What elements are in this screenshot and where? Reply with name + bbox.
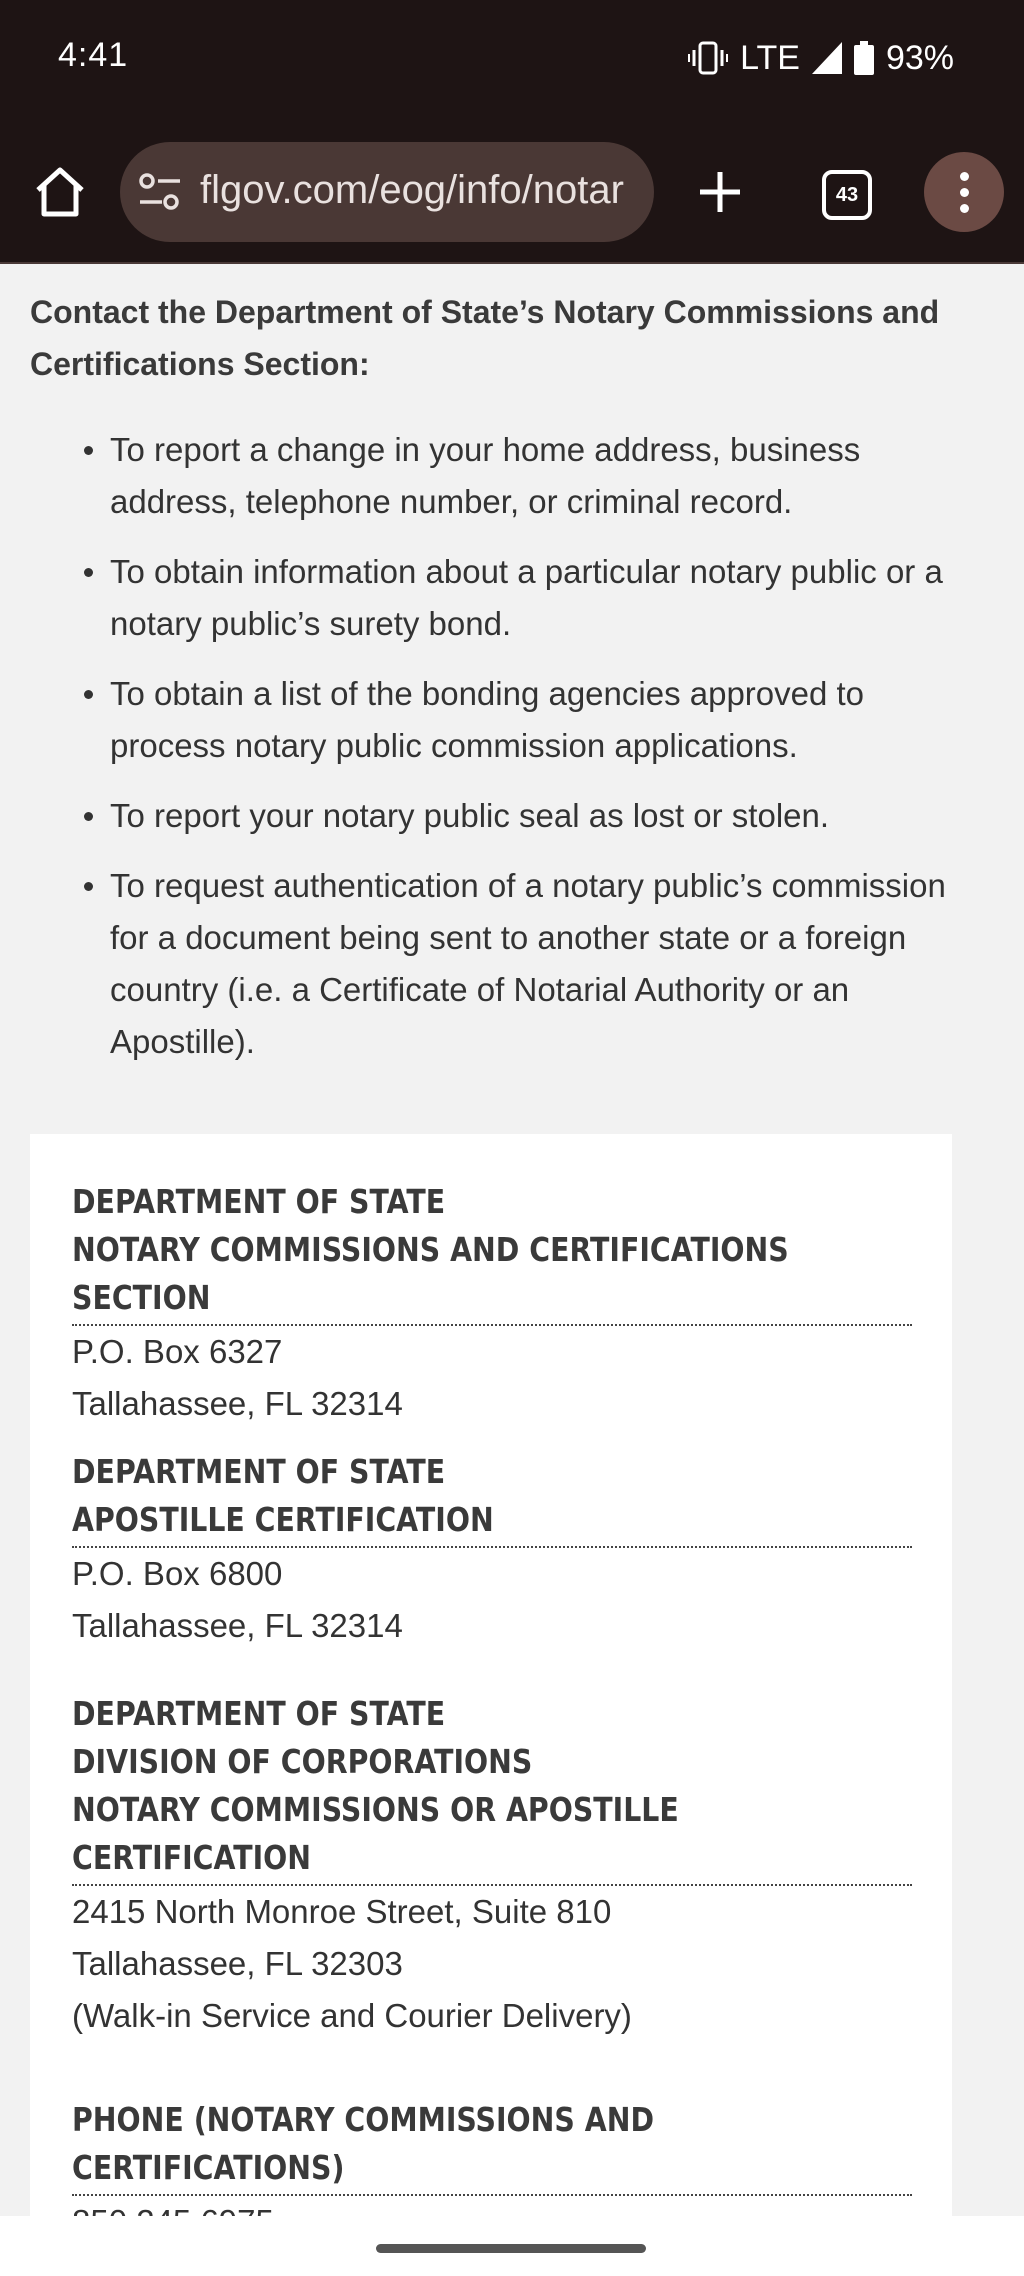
contact-title: DEPARTMENT OF STATE — [72, 1452, 446, 1491]
signal-icon — [812, 42, 842, 74]
address-line: P.O. Box 6327 — [72, 1333, 283, 1370]
more-menu-button[interactable] — [924, 152, 1004, 232]
list-item: To obtain a list of the bonding agencies approved to process notary public commission applications. — [110, 668, 950, 772]
status-icons — [688, 38, 954, 78]
more-vert-icon-dot — [960, 188, 969, 197]
contact-apostille — [72, 1448, 912, 1652]
more-vert-icon-dot — [960, 204, 969, 213]
url-bar[interactable] — [120, 142, 654, 242]
network-type: LTE — [740, 38, 800, 77]
home-icon — [30, 162, 90, 222]
home-button[interactable] — [30, 162, 90, 222]
tab-switcher-button[interactable]: 43 — [822, 170, 872, 220]
section-heading: Contact the Department of State’s Notary Commissions and Certifications Section: — [30, 294, 940, 382]
contact-division-of-corporations — [72, 1690, 912, 2042]
url-text[interactable]: flgov.com/eog/info/notar — [200, 168, 624, 212]
reasons-list — [0, 424, 1024, 1086]
site-settings-icon[interactable] — [138, 172, 182, 212]
contact-title: NOTARY COMMISSIONS AND CERTIFICATIONS — [72, 1230, 789, 1269]
battery-percent: 93% — [885, 38, 954, 77]
status-time: 4:41 — [58, 36, 129, 74]
battery-icon — [854, 41, 874, 75]
vibrate-icon — [688, 41, 728, 75]
address-line: 2415 North Monroe Street, Suite 810 — [72, 1893, 612, 1930]
contact-title: DEPARTMENT OF STATE — [72, 1694, 446, 1733]
contact-title: NOTARY COMMISSIONS OR APOSTILLE — [72, 1790, 679, 1829]
contact-title: PHONE (NOTARY COMMISSIONS AND — [72, 2100, 655, 2139]
plus-icon — [692, 164, 748, 220]
gesture-handle[interactable] — [376, 2244, 646, 2253]
more-vert-icon — [960, 172, 969, 181]
contact-title: APOSTILLE CERTIFICATION — [72, 1500, 494, 1539]
address-line: Tallahassee, FL 32314 — [72, 1607, 403, 1644]
contact-card — [30, 1134, 952, 2234]
list-item: To report your notary public seal as lost or stolen. — [110, 790, 950, 842]
address-line: (Walk-in Service and Courier Delivery) — [72, 1997, 632, 2034]
browser-toolbar — [0, 124, 1024, 264]
status-bar — [0, 0, 1024, 124]
page-content — [0, 264, 1024, 2216]
address-line: Tallahassee, FL 32303 — [72, 1945, 403, 1982]
contact-title: DIVISION OF CORPORATIONS — [72, 1742, 533, 1781]
contact-title: SECTION — [72, 1278, 211, 1317]
navigation-bar — [0, 2216, 1024, 2276]
list-item: To request authentication of a notary public’s commission for a document being sent to another state or a foreign country (i.e. a Certificate of Notarial Authority or an Apostille). — [110, 860, 950, 1068]
address-line: Tallahassee, FL 32314 — [72, 1385, 403, 1422]
contact-title: CERTIFICATIONS) — [72, 2148, 345, 2187]
list-item: To obtain information about a particular notary public or a notary public’s surety bond. — [110, 546, 950, 650]
list-item: To report a change in your home address, business address, telephone number, or criminal record. — [110, 424, 950, 528]
contact-title: DEPARTMENT OF STATE — [72, 1182, 446, 1221]
new-tab-button[interactable] — [692, 164, 748, 220]
contact-title: CERTIFICATION — [72, 1838, 312, 1877]
contact-notary-commissions — [72, 1178, 912, 1430]
address-line: P.O. Box 6800 — [72, 1555, 283, 1592]
